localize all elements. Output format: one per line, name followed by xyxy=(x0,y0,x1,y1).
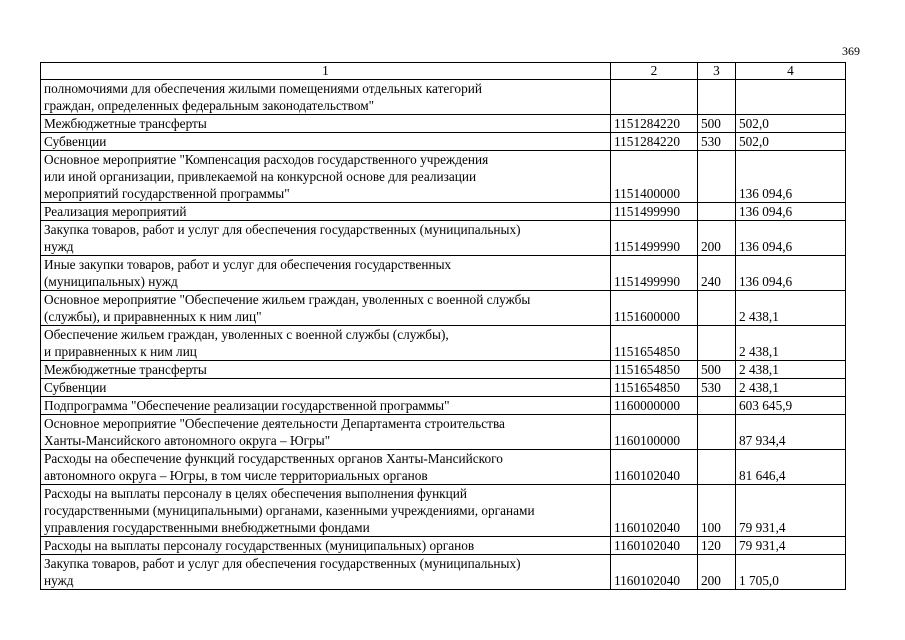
table-row xyxy=(41,133,846,151)
row-expense-type: 500 xyxy=(698,115,736,133)
row-description: Расходы на обеспечение функций государственных органов Ханты-Мансийского автономного округа – Югры, в том числе территориальных органов xyxy=(41,450,611,485)
page-number: 369 xyxy=(842,44,860,58)
row-amount: 79 931,4 xyxy=(736,537,846,555)
row-target-code: 1151284220 xyxy=(611,115,698,133)
row-amount: 603 645,9 xyxy=(736,397,846,415)
row-amount: 136 094,6 xyxy=(736,256,846,291)
row-target-code: 1151654850 xyxy=(611,361,698,379)
row-description: Основное мероприятие "Обеспечение деятельности Департамента строительства Ханты-Мансийского автономного округа – Югры" xyxy=(41,415,611,450)
row-amount: 136 094,6 xyxy=(736,221,846,256)
column-header-expense-type: 3 xyxy=(698,63,736,80)
row-amount: 2 438,1 xyxy=(736,326,846,361)
row-description: Подпрограмма "Обеспечение реализации государственной программы" xyxy=(41,397,611,415)
row-expense-type: 500 xyxy=(698,361,736,379)
column-header-description: 1 xyxy=(41,63,611,80)
budget-table xyxy=(40,62,846,590)
row-amount xyxy=(736,80,846,115)
table-row xyxy=(41,485,846,537)
column-header-amount: 4 xyxy=(736,63,846,80)
table-row xyxy=(41,555,846,590)
table-row xyxy=(41,256,846,291)
row-target-code: 1160000000 xyxy=(611,397,698,415)
row-amount: 502,0 xyxy=(736,133,846,151)
table-row xyxy=(41,326,846,361)
row-expense-type xyxy=(698,151,736,203)
table-row xyxy=(41,80,846,115)
row-target-code: 1160102040 xyxy=(611,537,698,555)
row-amount: 1 705,0 xyxy=(736,555,846,590)
column-header-code: 2 xyxy=(611,63,698,80)
row-description: Субвенции xyxy=(41,379,611,397)
table-row xyxy=(41,450,846,485)
row-target-code: 1151654850 xyxy=(611,379,698,397)
row-expense-type: 100 xyxy=(698,485,736,537)
row-expense-type: 240 xyxy=(698,256,736,291)
row-expense-type xyxy=(698,291,736,326)
row-description: Субвенции xyxy=(41,133,611,151)
row-amount: 502,0 xyxy=(736,115,846,133)
row-description: Расходы на выплаты персоналу государственных (муниципальных) органов xyxy=(41,537,611,555)
table-row xyxy=(41,115,846,133)
row-target-code: 1160102040 xyxy=(611,450,698,485)
row-target-code: 1160102040 xyxy=(611,555,698,590)
row-target-code: 1160100000 xyxy=(611,415,698,450)
row-description: Межбюджетные трансферты xyxy=(41,361,611,379)
row-expense-type xyxy=(698,450,736,485)
table-row xyxy=(41,415,846,450)
row-description: Основное мероприятие "Компенсация расходов государственного учреждения или иной организации, привлекаемой на конкурсной основе для реализации мероприятий государственной программы" xyxy=(41,151,611,203)
row-description: Основное мероприятие "Обеспечение жильем граждан, уволенных с военной службы (службы), и приравненных к ним лиц" xyxy=(41,291,611,326)
row-expense-type xyxy=(698,397,736,415)
row-expense-type xyxy=(698,326,736,361)
row-target-code: 1151499990 xyxy=(611,221,698,256)
row-amount: 87 934,4 xyxy=(736,415,846,450)
table-row xyxy=(41,397,846,415)
table-row xyxy=(41,151,846,203)
row-amount: 136 094,6 xyxy=(736,151,846,203)
row-expense-type: 530 xyxy=(698,133,736,151)
row-expense-type: 530 xyxy=(698,379,736,397)
row-description: Иные закупки товаров, работ и услуг для обеспечения государственных (муниципальных) нужд xyxy=(41,256,611,291)
row-description: Межбюджетные трансферты xyxy=(41,115,611,133)
table-row xyxy=(41,203,846,221)
row-amount: 136 094,6 xyxy=(736,203,846,221)
row-target-code: 1151499990 xyxy=(611,203,698,221)
row-description: Обеспечение жильем граждан, уволенных с военной службы (службы), и приравненных к ним лиц xyxy=(41,326,611,361)
row-target-code xyxy=(611,80,698,115)
table-row xyxy=(41,291,846,326)
row-description: Закупка товаров, работ и услуг для обеспечения государственных (муниципальных) нужд xyxy=(41,221,611,256)
row-expense-type: 200 xyxy=(698,221,736,256)
row-target-code: 1151600000 xyxy=(611,291,698,326)
row-expense-type xyxy=(698,203,736,221)
row-target-code: 1160102040 xyxy=(611,485,698,537)
row-target-code: 1151284220 xyxy=(611,133,698,151)
table-row xyxy=(41,221,846,256)
row-target-code: 1151654850 xyxy=(611,326,698,361)
row-expense-type: 200 xyxy=(698,555,736,590)
row-expense-type xyxy=(698,415,736,450)
row-expense-type xyxy=(698,80,736,115)
row-target-code: 1151400000 xyxy=(611,151,698,203)
row-amount: 2 438,1 xyxy=(736,291,846,326)
row-target-code: 1151499990 xyxy=(611,256,698,291)
row-description: Реализация мероприятий xyxy=(41,203,611,221)
row-description: Закупка товаров, работ и услуг для обеспечения государственных (муниципальных) нужд xyxy=(41,555,611,590)
table-row xyxy=(41,361,846,379)
table-row xyxy=(41,537,846,555)
row-amount: 79 931,4 xyxy=(736,485,846,537)
row-description: Расходы на выплаты персоналу в целях обеспечения выполнения функций государственными (муниципальными) органами, казенными учреждениями, органами управления государственными внебюджетными фондами xyxy=(41,485,611,537)
table-header-row xyxy=(41,63,846,80)
row-amount: 2 438,1 xyxy=(736,379,846,397)
row-description: полномочиями для обеспечения жилыми помещениями отдельных категорий граждан, определенных федеральным законодательством" xyxy=(41,80,611,115)
table-row xyxy=(41,379,846,397)
row-amount: 81 646,4 xyxy=(736,450,846,485)
row-expense-type: 120 xyxy=(698,537,736,555)
row-amount: 2 438,1 xyxy=(736,361,846,379)
